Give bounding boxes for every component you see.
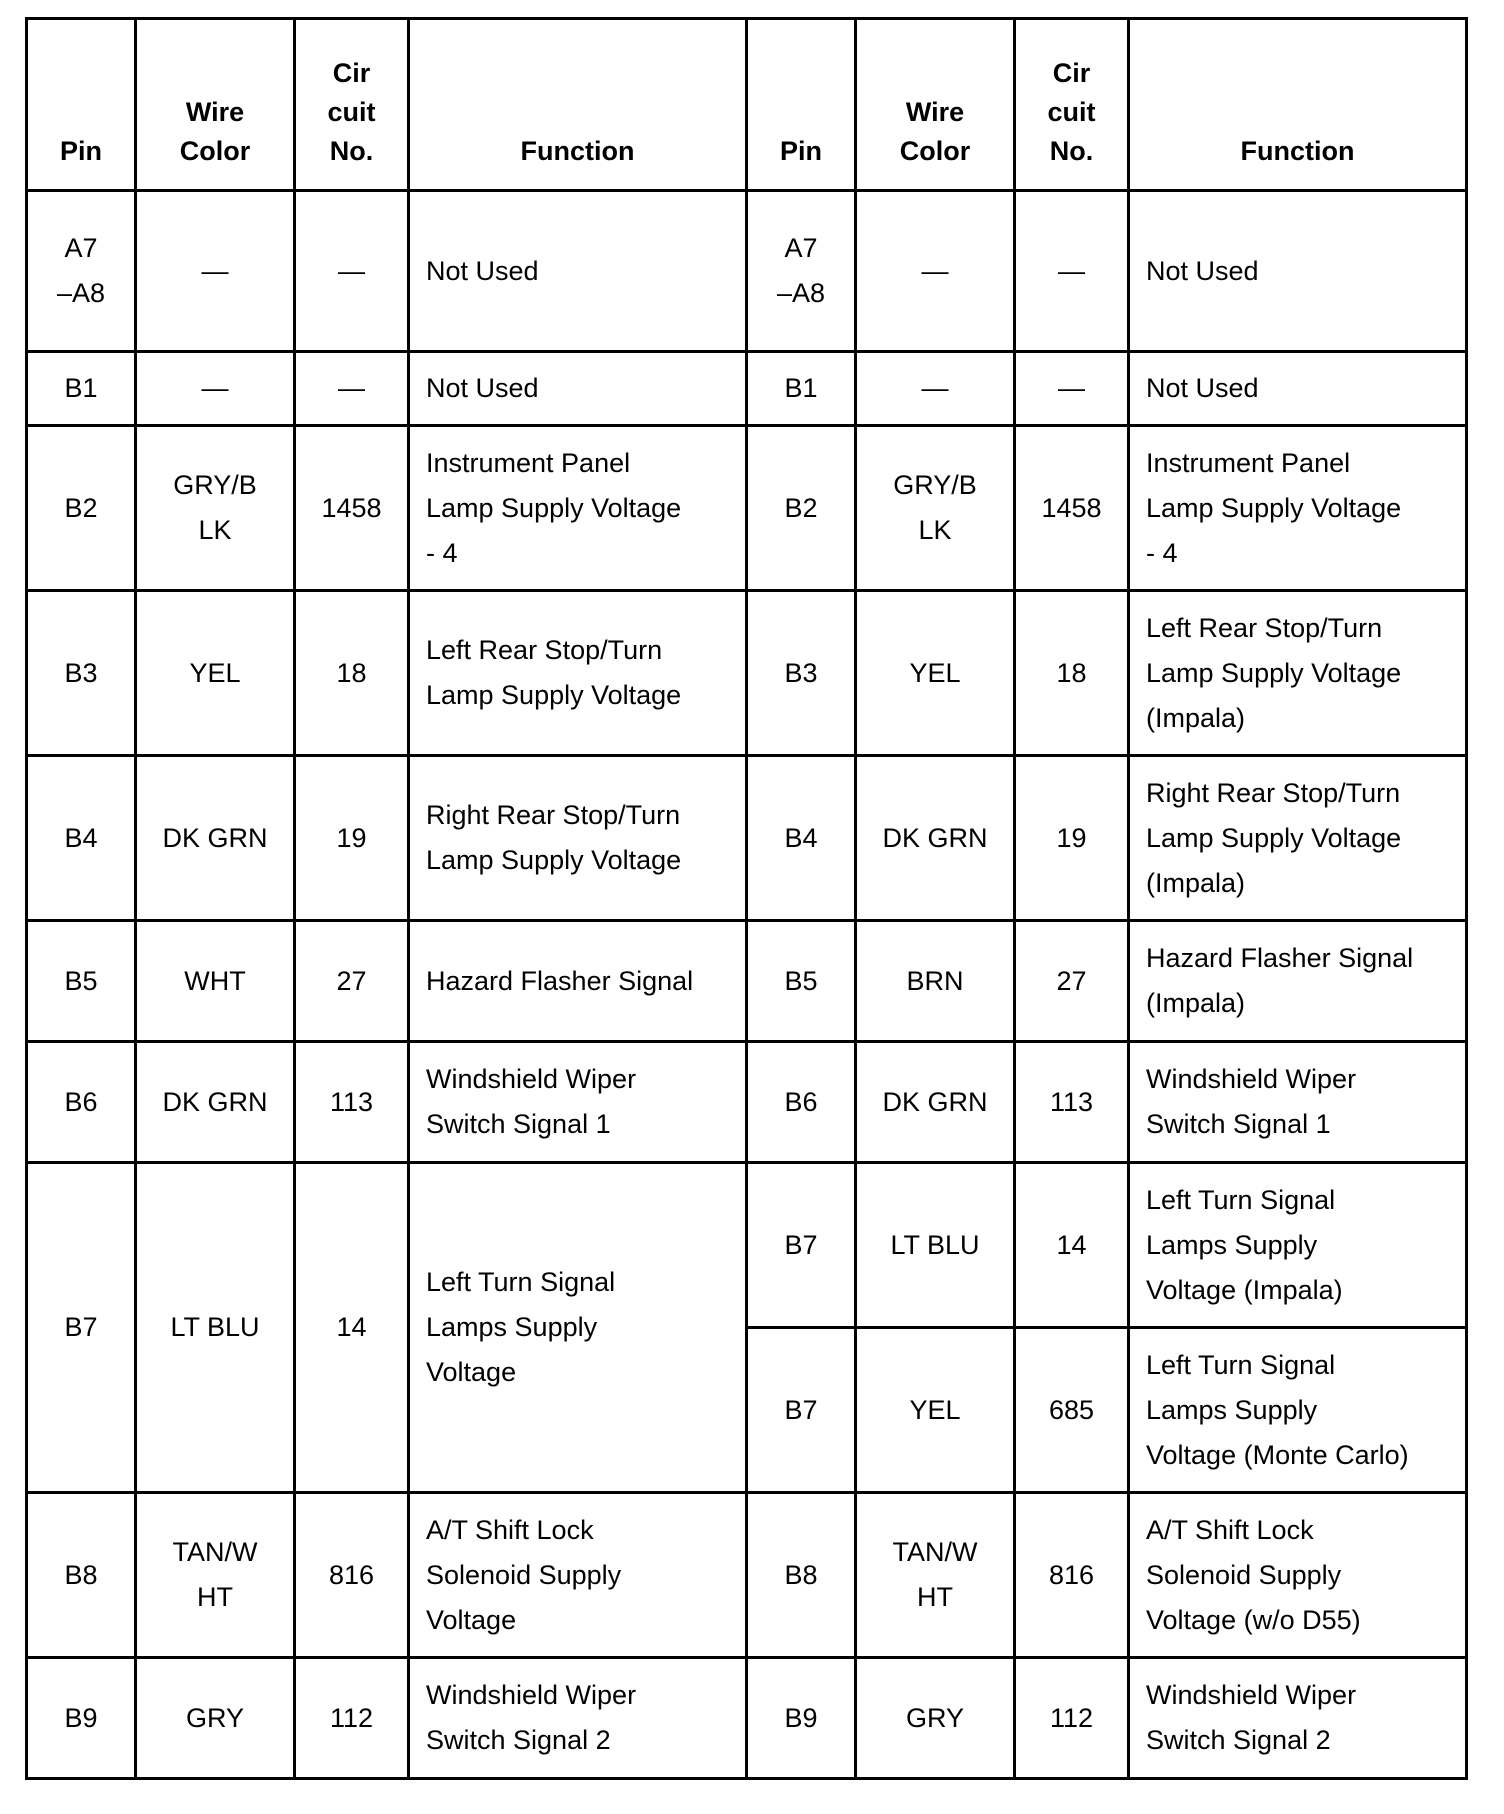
connector-pinout-table [25, 17, 1468, 1780]
wire-color-cell: GRY/B LK [856, 426, 1015, 591]
pin-cell: B1 [747, 352, 856, 426]
table-row [27, 426, 1467, 591]
pin-cell: B9 [747, 1658, 856, 1779]
table-row [27, 591, 1467, 756]
wire-color-cell: TAN/W HT [136, 1493, 295, 1658]
circuit-cell: 27 [1015, 921, 1129, 1042]
function-cell: Not Used [1129, 191, 1467, 352]
function-cell: Left Rear Stop/Turn Lamp Supply Voltage [409, 591, 747, 756]
header-circuit-no-right: Cir cuit No. [1015, 19, 1129, 191]
table-row [27, 1493, 1467, 1658]
circuit-cell: 113 [295, 1042, 409, 1163]
wire-color-cell: TAN/W HT [856, 1493, 1015, 1658]
function-cell: Windshield Wiper Switch Signal 1 [1129, 1042, 1467, 1163]
pin-cell: B8 [747, 1493, 856, 1658]
wire-color-cell: DK GRN [856, 756, 1015, 921]
circuit-cell: 685 [1015, 1328, 1129, 1493]
wire-color-cell: GRY [856, 1658, 1015, 1779]
circuit-cell: — [295, 352, 409, 426]
function-cell: Left Turn Signal Lamps Supply Voltage (Impala) [1129, 1163, 1467, 1328]
function-cell: A/T Shift Lock Solenoid Supply Voltage [409, 1493, 747, 1658]
header-pin-right: Pin [747, 19, 856, 191]
circuit-cell: 18 [295, 591, 409, 756]
header-function-right: Function [1129, 19, 1467, 191]
function-cell: Right Rear Stop/Turn Lamp Supply Voltage [409, 756, 747, 921]
table-row [27, 756, 1467, 921]
header-pin-left: Pin [27, 19, 136, 191]
circuit-cell: 112 [1015, 1658, 1129, 1779]
wire-color-cell: GRY/B LK [136, 426, 295, 591]
header-circuit-no-left: Cir cuit No. [295, 19, 409, 191]
circuit-cell: 19 [295, 756, 409, 921]
circuit-cell: 816 [295, 1493, 409, 1658]
circuit-cell: 816 [1015, 1493, 1129, 1658]
table-row [27, 1042, 1467, 1163]
circuit-cell: — [1015, 352, 1129, 426]
wire-color-cell: — [136, 352, 295, 426]
circuit-cell: — [1015, 191, 1129, 352]
function-cell: Hazard Flasher Signal (Impala) [1129, 921, 1467, 1042]
pin-cell: B8 [27, 1493, 136, 1658]
connector-pinout-table-wrapper [25, 17, 1468, 1780]
pin-cell: B7 [747, 1163, 856, 1328]
pin-cell: A7 –A8 [27, 191, 136, 352]
circuit-cell: 27 [295, 921, 409, 1042]
wire-color-cell: LT BLU [856, 1163, 1015, 1328]
header-wire-color-right: Wire Color [856, 19, 1015, 191]
table-row [27, 921, 1467, 1042]
wire-color-cell: — [136, 191, 295, 352]
circuit-cell: — [295, 191, 409, 352]
pin-cell: B3 [747, 591, 856, 756]
function-cell: A/T Shift Lock Solenoid Supply Voltage (w/o D55) [1129, 1493, 1467, 1658]
pin-cell: B2 [747, 426, 856, 591]
function-cell: Not Used [1129, 352, 1467, 426]
function-cell: Left Rear Stop/Turn Lamp Supply Voltage (Impala) [1129, 591, 1467, 756]
wire-color-cell: YEL [856, 591, 1015, 756]
pin-cell: B4 [747, 756, 856, 921]
circuit-cell: 112 [295, 1658, 409, 1779]
pin-cell: B6 [747, 1042, 856, 1163]
header-row [27, 19, 1467, 191]
function-cell: Not Used [409, 191, 747, 352]
wire-color-cell: DK GRN [136, 1042, 295, 1163]
pin-cell: B7 [27, 1163, 136, 1493]
pin-cell: B4 [27, 756, 136, 921]
circuit-cell: 14 [295, 1163, 409, 1493]
function-cell: Not Used [409, 352, 747, 426]
circuit-cell: 113 [1015, 1042, 1129, 1163]
wire-color-cell: YEL [136, 591, 295, 756]
circuit-cell: 1458 [295, 426, 409, 591]
wire-color-cell: LT BLU [136, 1163, 295, 1493]
wire-color-cell: YEL [856, 1328, 1015, 1493]
circuit-cell: 1458 [1015, 426, 1129, 591]
function-cell: Windshield Wiper Switch Signal 1 [409, 1042, 747, 1163]
function-cell: Left Turn Signal Lamps Supply Voltage (Monte Carlo) [1129, 1328, 1467, 1493]
wire-color-cell: DK GRN [136, 756, 295, 921]
wire-color-cell: BRN [856, 921, 1015, 1042]
header-function-left: Function [409, 19, 747, 191]
function-cell: Instrument Panel Lamp Supply Voltage - 4 [1129, 426, 1467, 591]
function-cell: Right Rear Stop/Turn Lamp Supply Voltage (Impala) [1129, 756, 1467, 921]
pin-cell: B7 [747, 1328, 856, 1493]
circuit-cell: 14 [1015, 1163, 1129, 1328]
wire-color-cell: — [856, 352, 1015, 426]
function-cell: Windshield Wiper Switch Signal 2 [409, 1658, 747, 1779]
wire-color-cell: GRY [136, 1658, 295, 1779]
function-cell: Instrument Panel Lamp Supply Voltage - 4 [409, 426, 747, 591]
pin-cell: B6 [27, 1042, 136, 1163]
table-row [27, 191, 1467, 352]
pin-cell: B3 [27, 591, 136, 756]
function-cell: Windshield Wiper Switch Signal 2 [1129, 1658, 1467, 1779]
pin-cell: B5 [747, 921, 856, 1042]
table-row [27, 1163, 1467, 1328]
table-row [27, 1658, 1467, 1779]
function-cell: Hazard Flasher Signal [409, 921, 747, 1042]
header-wire-color-left: Wire Color [136, 19, 295, 191]
function-cell: Left Turn Signal Lamps Supply Voltage [409, 1163, 747, 1493]
wire-color-cell: WHT [136, 921, 295, 1042]
pin-cell: B5 [27, 921, 136, 1042]
circuit-cell: 19 [1015, 756, 1129, 921]
wire-color-cell: DK GRN [856, 1042, 1015, 1163]
pin-cell: B2 [27, 426, 136, 591]
circuit-cell: 18 [1015, 591, 1129, 756]
pin-cell: A7 –A8 [747, 191, 856, 352]
table-row [27, 352, 1467, 426]
pin-cell: B1 [27, 352, 136, 426]
pin-cell: B9 [27, 1658, 136, 1779]
wire-color-cell: — [856, 191, 1015, 352]
